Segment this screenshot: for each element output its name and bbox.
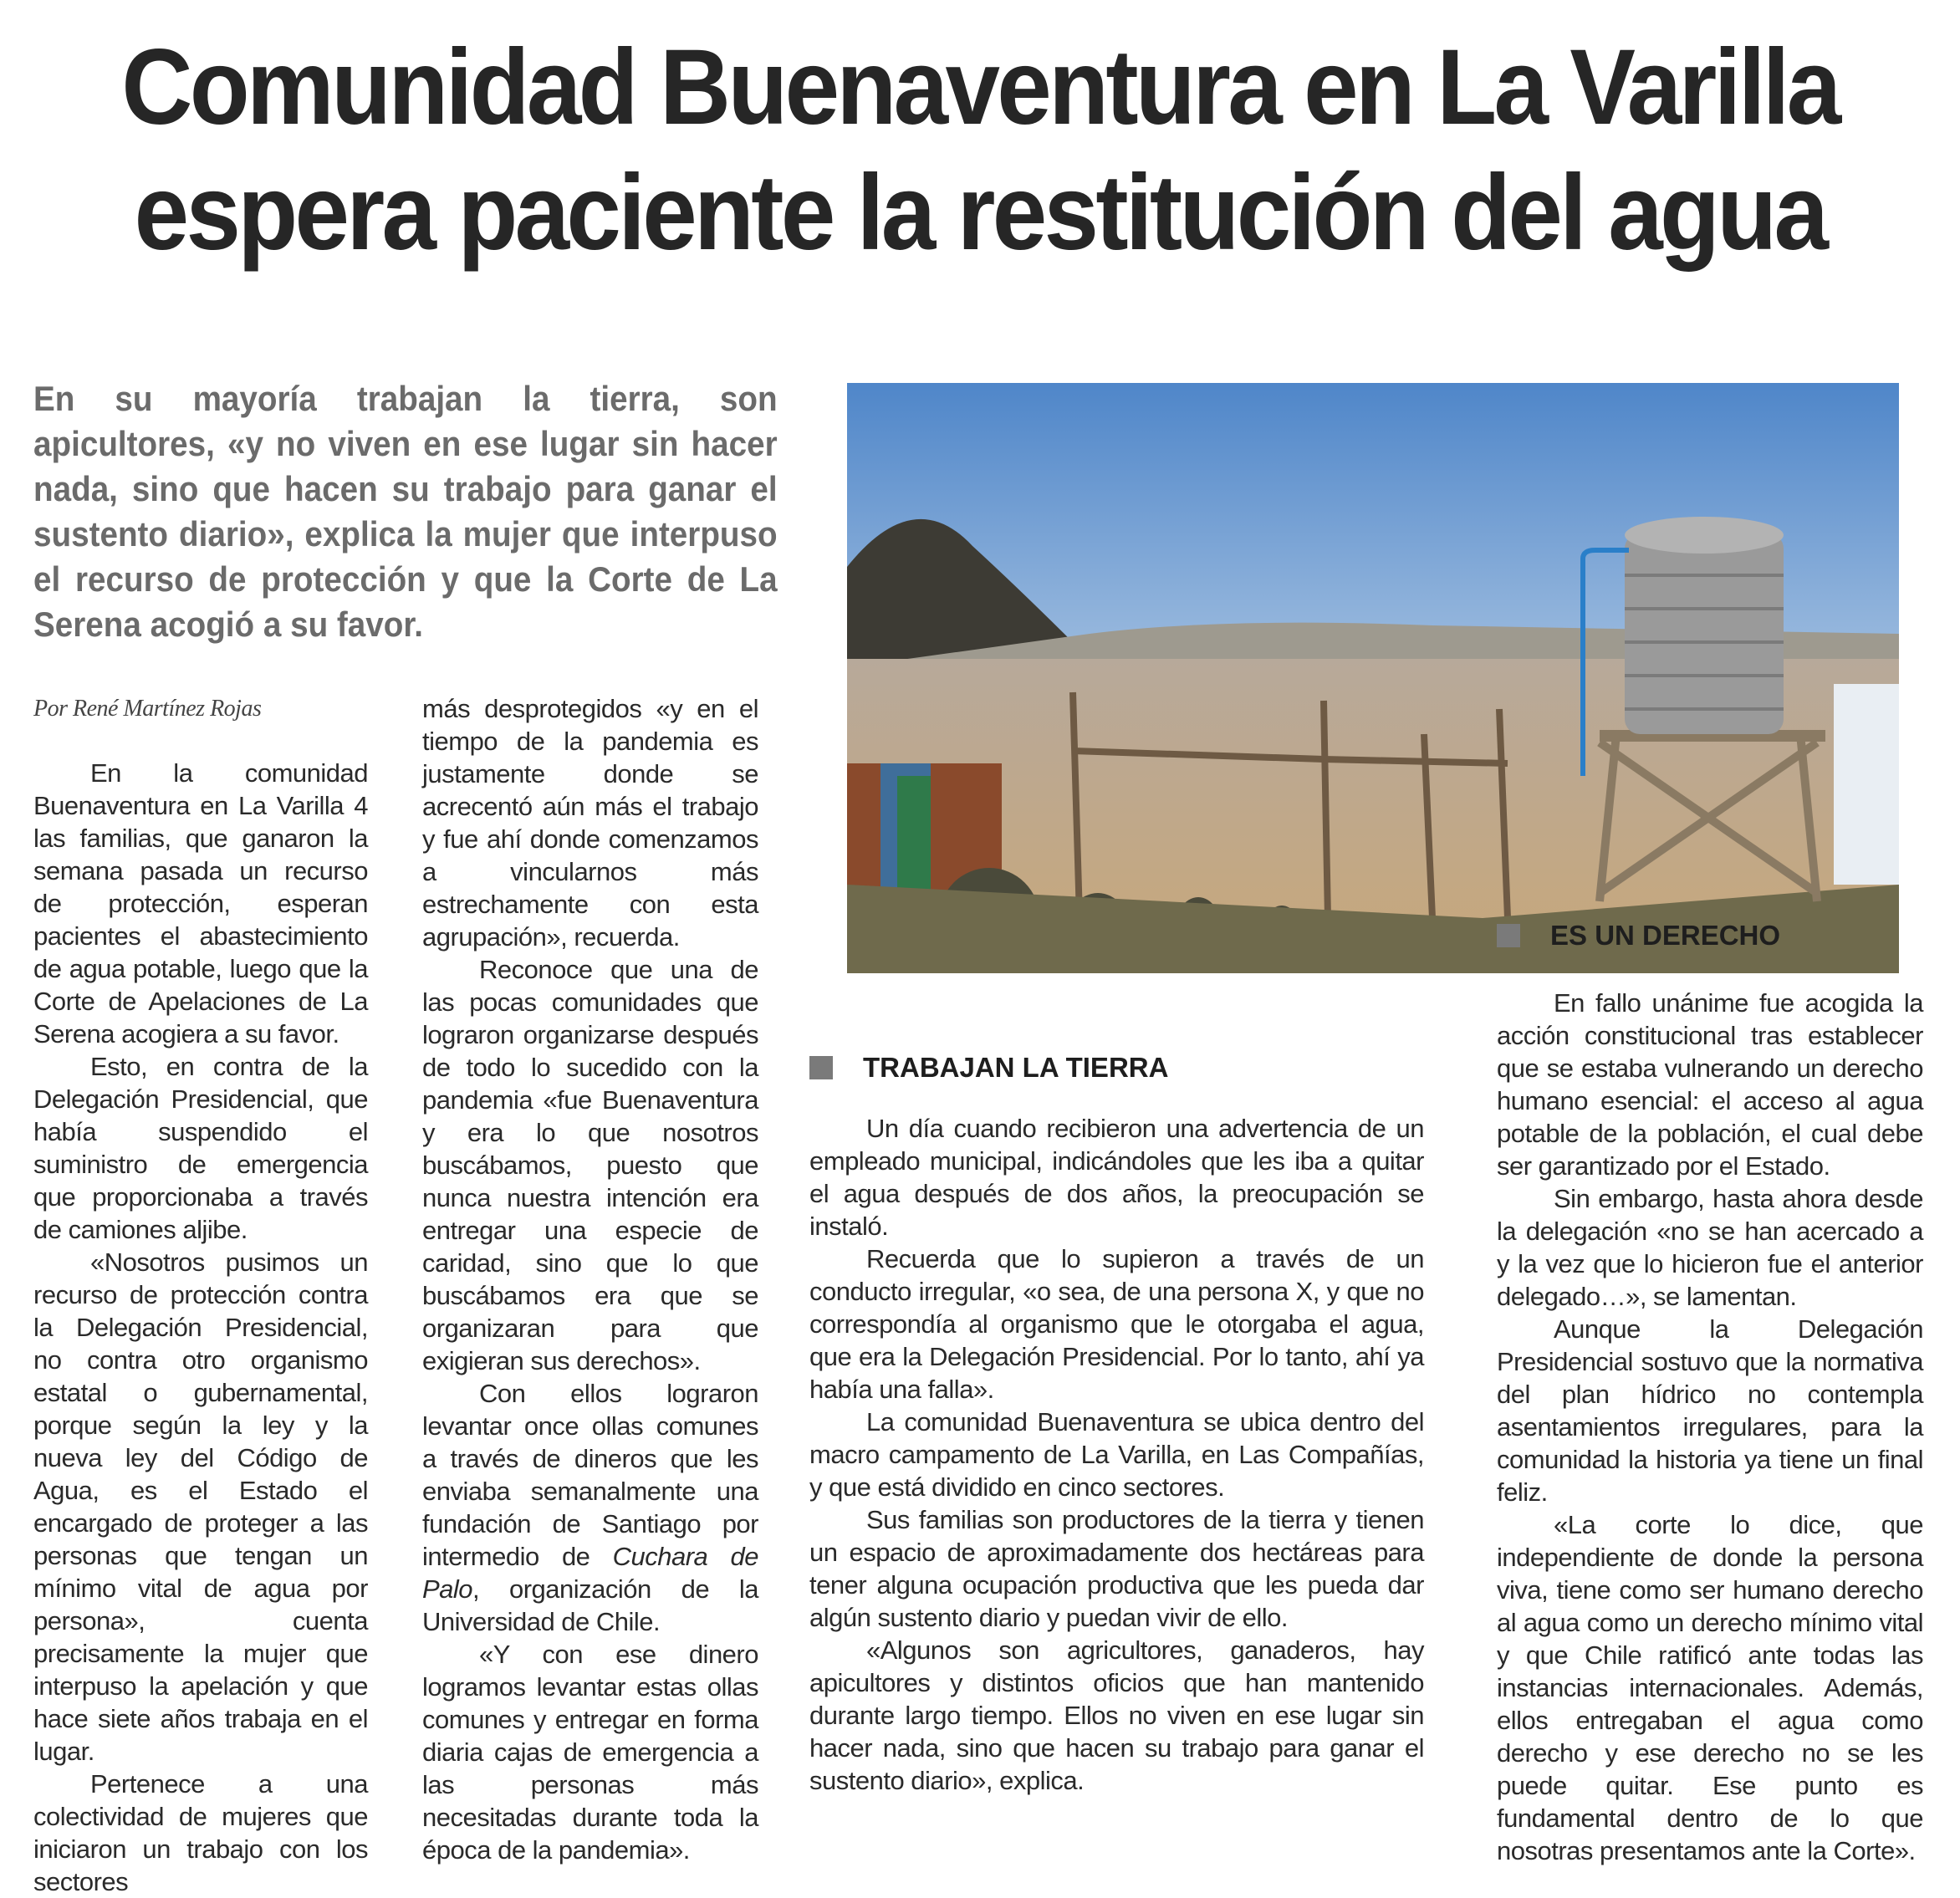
section-1-paragraph: Recuerda que lo supieron a través de un conducto irregular, «o sea, de una persona X, y que no correspondía al organismo que le otorgaba el agua, que era la Delegación Presidencial. Por lo tanto, ahí ya había una falla».	[809, 1244, 1424, 1404]
subheading-trabajan-la-tierra	[809, 1052, 1168, 1084]
column-2-paragraph: Reconoce que una de las pocas comunidades que lograron organizarse después de todo lo sucedido con la pandemia «fue Buenaventura y era lo que nosotros buscábamos, puesto que nunca nuestra intención era entregar una especie de caridad, sino que lo que buscábamos era que se organizaran para que exigieran sus derechos».	[422, 955, 758, 1375]
column-1-paragraph: En la comunidad Buenaventura en La Varilla 4 las familias, que ganaron la semana pasada un recurso de protección, esperan pacientes el abastecimiento de agua potable, luego que la Corte de Apelaciones de La Serena acogiera a su favor.	[33, 758, 368, 1048]
section-1-paragraph: «Algunos son agricultores, ganaderos, hay apicultores y distintos oficios que han mantenido durante largo tiempo. Ellos no viven en ese lugar sin hacer nada, sino que hacen su trabajo para ganar el sustento diario», explica.	[809, 1635, 1424, 1795]
byline: Por René Martínez Rojas	[33, 696, 262, 722]
column-2-paragraph: «Y con ese dinero logramos levantar estas ollas comunes y entregar en forma diaria cajas de emergencia a las personas más necesitadas durante toda la época de la pandemia».	[422, 1640, 758, 1865]
column-1	[33, 692, 368, 1898]
headline-line-2: espera paciente la restitución del agua	[134, 153, 1826, 273]
column-2-paragraph	[422, 1377, 758, 1638]
organization-name: Cuchara de Palo	[422, 1542, 758, 1604]
column-1-paragraph: Pertenece a una colectividad de mujeres que iniciaron un trabajo con los sectores	[33, 1769, 368, 1896]
column-2-text: , organización de la Universidad de Chile.	[422, 1574, 758, 1636]
column-2	[422, 692, 758, 1866]
section-1-paragraph: La comunidad Buenaventura se ubica dentro del macro campamento de La Varilla, en Las Compañías, y que está dividido en cinco sectores.	[809, 1407, 1424, 1502]
column-1-paragraph: Esto, en contra de la Delegación Presidencial, que había suspendido el suministro de emergencia que proporcionaba a través de camiones aljibe.	[33, 1052, 368, 1244]
section-2-paragraph: Aunque la Delegación Presidencial sostuvo que la normativa del plan hídrico no contempla asentamientos irregulares, para la comunidad la historia ya tiene un final feliz.	[1497, 1314, 1923, 1507]
square-marker-icon	[1497, 924, 1520, 947]
column-3	[809, 1112, 1424, 1797]
subheading-text: TRABAJAN LA TIERRA	[863, 1052, 1169, 1083]
headline	[101, 25, 1858, 276]
subheading-text: ES UN DERECHO	[1550, 920, 1781, 951]
column-2-text: Con ellos lograron levantar once ollas comunes a través de dineros que les enviaba semanalmente una fundación de Santiago por intermedio de	[422, 1379, 758, 1571]
section-1-paragraph: Sus familias son productores de la tierra y tienen un espacio de aproximadamente dos hectáreas para tener alguna ocupación productiva que les pueda dar algún sustento diario y puedan vivir de ello.	[809, 1505, 1424, 1632]
section-1-paragraph: Un día cuando recibieron una advertencia de un empleado municipal, indicándoles que les iba a quitar el agua después de dos años, la preocupación se instaló.	[809, 1114, 1424, 1241]
subheading-es-un-derecho	[1497, 920, 1780, 952]
column-1-paragraph: «Nosotros pusimos un recurso de protección contra la Delegación Presidencial, no contra otro organismo estatal o gubernamental, porque según la ley y la nueva ley del Código de Agua, es el Estado el encargado de proteger a las personas que tengan un mínimo vital de agua por persona», cuenta precisamente la mujer que interpuso la apelación y que hace siete años trabaja en el lugar.	[33, 1247, 368, 1766]
column-4	[1497, 987, 1923, 1867]
section-2-paragraph: «La corte lo dice, que independiente de donde la persona viva, tiene como ser humano derecho al agua como un derecho mínimo vital y que Chile ratificó ante todas las instancias internacionales. Además, ellos entregaban el agua como derecho y ese derecho no se les puede quitar. Ese punto es fundamental dentro de lo que nosotras presentamos ante la Corte».	[1497, 1510, 1923, 1865]
article-photo	[847, 383, 1899, 973]
column-2-paragraph: más desprotegidos «y en el tiempo de la pandemia es justamente donde se acrecentó aún más el trabajo y fue ahí donde comenzamos a vincularnos más estrechamente con esta agrupación», recuerda.	[422, 694, 758, 952]
square-marker-icon	[809, 1056, 833, 1079]
section-2-paragraph: Sin embargo, hasta ahora desde la delegación «no se han acercado a y la vez que lo hicieron fue el anterior delegado…», se lamentan.	[1497, 1184, 1923, 1311]
headline-line-1: Comunidad Buenaventura en La Varilla	[121, 28, 1839, 147]
section-2-paragraph: En fallo unánime fue acogida la acción constitucional tras establecer que se estaba vulnerando un derecho humano esencial: el acceso al agua potable de la población, el cual debe ser garantizado por el Estado.	[1497, 988, 1923, 1181]
lead-paragraph: En su mayoría trabajan la tierra, son apicultores, «y no viven en ese lugar sin hacer nada, sino que hacen su trabajo para ganar el sustento diario», explica la mujer que interpuso el recurso de protección y que la Corte de La Serena acogió a su favor.	[33, 379, 778, 644]
